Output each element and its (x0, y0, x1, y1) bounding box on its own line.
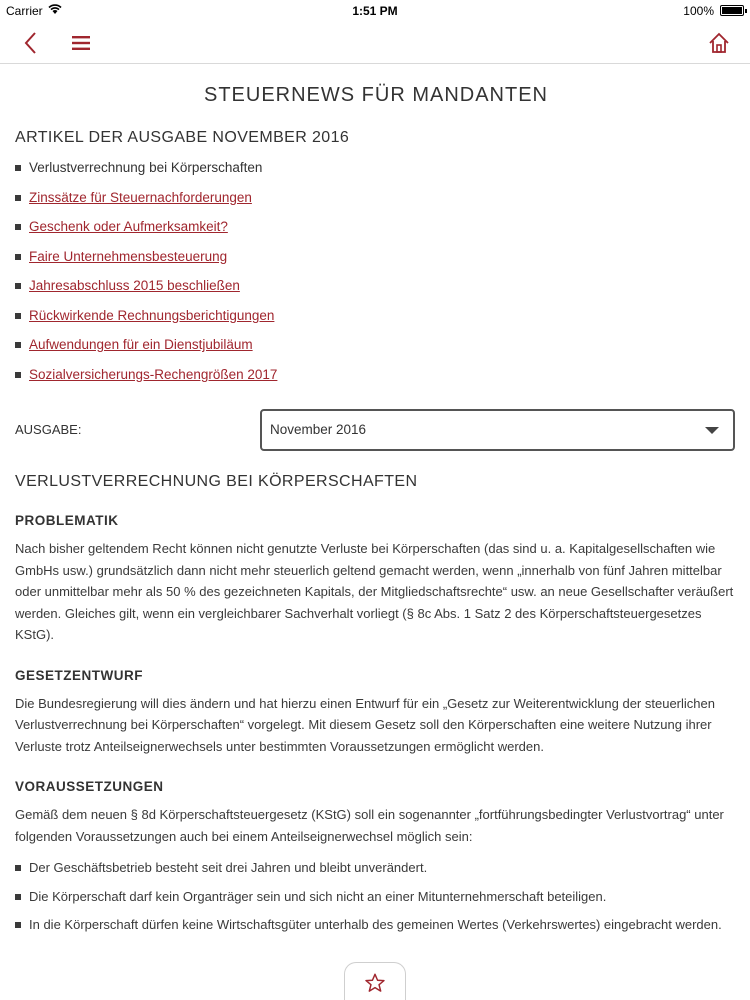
section-text-problematik: Nach bisher geltendem Recht können nicht genutzte Verluste bei Körperschaften (das sind u. a. Kapitalgesellschaften wie GmbHs usw.) grundsätzlich dann nicht mehr steuerlich geltend gemacht werden, wenn „innerhalb von fünf Jahren mittelbar oder unmittelbar mehr als 50 % des gezeichneten Kapitals, der Mitgliedschaftsrechte“ usw. an neue Gesellschafter veräußert werden. Gleiches gilt, wenn ein vergleichbarer Sachverhalt vorliegt (§ 8c Abs. 1 Satz 2 des Körperschaftsteuergesetzes KStG). (15, 541, 734, 642)
home-button[interactable] (704, 28, 734, 58)
ausgabe-label: AUSGABE: (15, 422, 82, 437)
article-link[interactable]: Jahresabschluss 2015 beschließen (29, 278, 240, 293)
battery-percent: 100% (683, 4, 714, 18)
article-list (15, 159, 737, 395)
chevron-left-icon (23, 31, 39, 55)
article-list-item (15, 277, 737, 307)
requirements-list (15, 857, 737, 936)
article-link[interactable]: Faire Unternehmensbesteuerung (29, 248, 228, 264)
article-link[interactable]: Geschenk oder Aufmerksamkeit? (29, 219, 228, 234)
article-list-item (15, 248, 737, 278)
article-list-item (15, 218, 737, 248)
article-link[interactable]: Sozialversicherungs-Rechengrößen 2017 (29, 366, 278, 382)
section-heading-voraussetzungen: VORAUSSETZUNGEN (15, 779, 164, 794)
ausgabe-selected-value: November 2016 (270, 422, 367, 437)
article-current-label: Verlustverrechnung bei Körperschaften (29, 160, 263, 175)
section-heading-gesetzentwurf: GESETZENTWURF (15, 667, 143, 683)
article-link[interactable]: Zinssätze für Steuernachforderungen (29, 189, 252, 205)
page-title: STEUERNEWS FÜR MANDANTEN (203, 84, 548, 106)
section-text-gesetzentwurf: Die Bundesregierung will dies ändern und hat hierzu einen Entwurf für ein „Gesetz zur Weiterentwicklung der steuerlichen Verlustverrechnung bei Körperschaften“ vorgelegt. Mit diesem Gesetz soll den Körperschaften eine weitere Nutzung ihrer Verluste trotz Anteilseignerwechsels unter bestimmten Voraussetzungen ermöglicht werden. (15, 695, 715, 754)
star-icon (364, 972, 386, 994)
list-item: Die Körperschaft darf kein Organträger sein und sich nicht an einer Mitunternehmerschaft beteiligen. (15, 886, 737, 908)
back-button[interactable] (16, 28, 46, 58)
article-title: VERLUSTVERRECHNUNG BEI KÖRPERSCHAFTEN (15, 473, 418, 490)
article-link[interactable]: Aufwendungen für ein Dienstjubiläum (29, 337, 253, 352)
ausgabe-select[interactable] (260, 409, 735, 451)
article-list-item-current (15, 159, 737, 189)
hamburger-menu-icon (72, 36, 90, 50)
ausgabe-row (15, 409, 737, 453)
list-item: In die Körperschaft dürfen keine Wirtschaftsgüter unterhalb des gemeinen Wertes (Verkehrswertes) eingebracht werden. (15, 914, 737, 936)
list-item: Der Geschäftsbetrieb besteht seit drei Jahren und bleibt unverändert. (15, 857, 737, 879)
clock: 1:51 PM (352, 4, 398, 18)
home-icon (708, 32, 730, 54)
nav-bar (0, 22, 750, 64)
dropdown-arrow-icon (705, 427, 719, 434)
status-bar (0, 0, 750, 22)
main-content (15, 64, 737, 943)
favorite-button[interactable] (344, 962, 406, 1000)
issue-heading: ARTIKEL DER AUSGABE NOVEMBER 2016 (15, 129, 350, 146)
article-list-item (15, 189, 737, 219)
article-list-item (15, 307, 737, 337)
article-link[interactable]: Rückwirkende Rechnungsberichtigungen (29, 307, 275, 323)
carrier-label: Carrier (6, 4, 43, 18)
battery-icon (720, 5, 744, 16)
section-heading-problematik: PROBLEMATIK (15, 513, 119, 528)
article-list-item (15, 366, 737, 396)
section-text-voraussetzungen: Gemäß dem neuen § 8d Körperschaftsteuergesetz (KStG) soll ein sogenannter „fortführungsbedingter Verlustvortrag“ unter folgenden Voraussetzungen auch bei einem Anteilseignerwechsel möglich sein: (15, 807, 724, 844)
menu-button[interactable] (66, 28, 96, 58)
article-list-item (15, 336, 737, 366)
